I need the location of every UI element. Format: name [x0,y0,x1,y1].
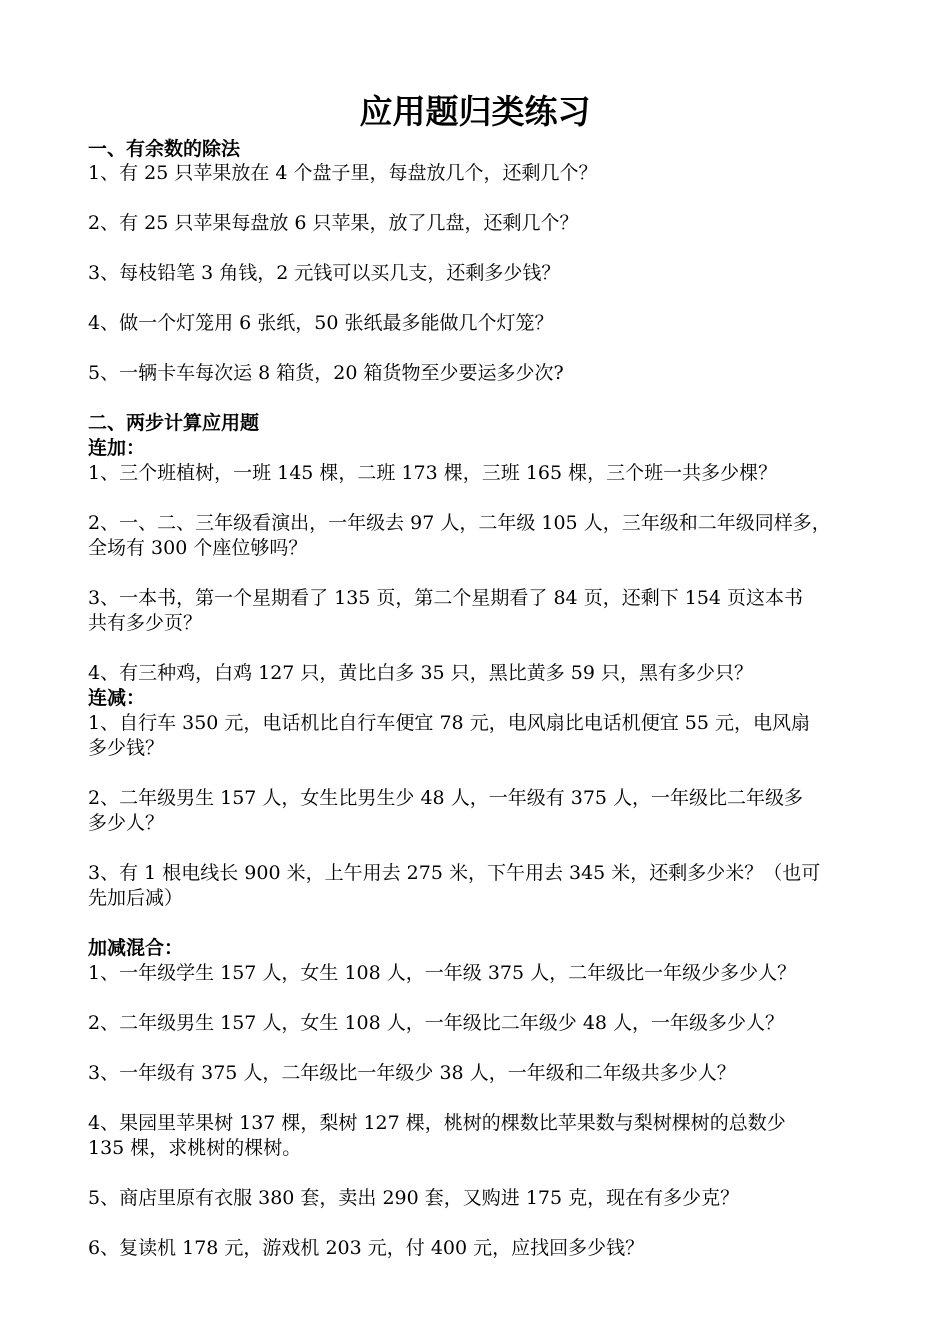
question-mixed-6: 6、复读机 178 元，游戏机 203 元，付 400 元，应找回多少钱？ [88,1237,645,1259]
question-add-2-line2: 全场有 300 个座位够吗？ [88,537,308,559]
question-mixed-4-line1: 4、果园里苹果树 137 棵，梨树 127 棵，桃树的棵数比苹果数与梨树棵树的总数少 [88,1112,786,1134]
question-sub-3-line1: 3、有 1 根电线长 900 米，上午用去 275 米，下午用去 345 米，还剩多少米？（也可 [88,862,821,884]
section-heading-two-step: 二、两步计算应用题 [88,412,260,434]
subheading-addition: 连加： [88,437,146,459]
page-title: 应用题归类练习 [359,92,591,131]
question-add-3-line2: 共有多少页？ [88,612,203,634]
question-sub-1-line1: 1、自行车 350 元，电话机比自行车便宜 78 元，电风扇比电话机便宜 55 元，电风扇 [88,712,810,734]
question-sub-1-line2: 多少钱？ [88,737,165,759]
question-1-3: 3、每枝铅笔 3 角钱，2 元钱可以买几支，还剩多少钱？ [88,262,561,284]
question-add-2-line1: 2、一、二、三年级看演出，一年级去 97 人，二年级 105 人，三年级和二年级同样多， [88,512,831,534]
question-mixed-3: 3、一年级有 375 人，二年级比一年级少 38 人，一年级和二年级共多少人？ [88,1062,736,1084]
question-mixed-2: 2、二年级男生 157 人，女生 108 人，一年级比二年级少 48 人，一年级多少人？ [88,1012,785,1034]
question-sub-2-line2: 多少人？ [88,812,165,834]
subheading-subtraction: 连减： [88,687,146,709]
question-mixed-1: 1、一年级学生 157 人，女生 108 人，一年级 375 人，二年级比一年级少多少人？ [88,962,797,984]
subheading-mixed: 加减混合： [88,937,184,959]
question-add-3-line1: 3、一本书，第一个星期看了 135 页，第二个星期看了 84 页，还剩下 154 页这本书 [88,587,804,609]
question-mixed-4-line2: 135 棵，求桃树的棵树。 [88,1137,302,1159]
question-1-2: 2、有 25 只苹果每盘放 6 只苹果，放了几盘，还剩几个？ [88,212,579,234]
question-1-4: 4、做一个灯笼用 6 张纸，50 张纸最多能做几个灯笼？ [88,312,554,334]
question-add-4: 4、有三种鸡，白鸡 127 只，黄比白多 35 只，黑比黄多 59 只，黑有多少只？ [88,662,753,684]
question-sub-2-line1: 2、二年级男生 157 人，女生比男生少 48 人，一年级有 375 人，一年级比二年级多 [88,787,804,809]
question-1-1: 1、有 25 只苹果放在 4 个盘子里，每盘放几个，还剩几个？ [88,162,598,184]
question-add-1: 1、三个班植树，一班 145 棵，二班 173 棵，三班 165 棵，三个班一共多少棵？ [88,462,778,484]
question-mixed-5: 5、商店里原有衣服 380 套，卖出 290 套，又购进 175 克，现在有多少克？ [88,1187,740,1209]
question-sub-3-line2: 先加后减） [88,887,184,909]
section-heading-remainder-division: 一、有余数的除法 [88,138,241,160]
question-1-5: 5、一辆卡车每次运 8 箱货，20 箱货物至少要运多少次? [88,362,564,384]
